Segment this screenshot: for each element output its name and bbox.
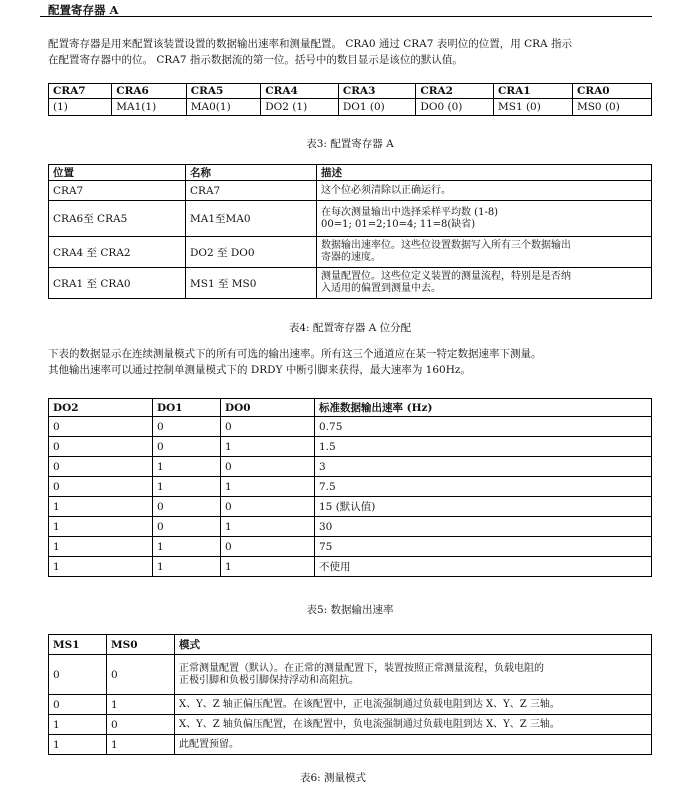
- table5-cell: 1: [49, 517, 153, 537]
- middle-line-1: 下表的数据显示在连续测量模式下的所有可选的输出速率。所有这三个通道应在某一特定数据速率下测量。: [48, 348, 542, 360]
- table3-cell: MA0(1): [186, 99, 260, 116]
- table6-ms1: 0: [49, 655, 107, 695]
- table4-position: CRA4 至 CRA2: [49, 237, 186, 268]
- table4-header: 描述: [317, 165, 652, 181]
- table3-cell: DO0 (0): [416, 99, 494, 116]
- table5-cell: 0: [153, 417, 221, 437]
- table5-cell: 1: [221, 557, 315, 577]
- table5-caption: 表5: 数据输出速率: [306, 604, 394, 616]
- table-config-register-a: [48, 83, 652, 116]
- table4-name: DO2 至 DO0: [186, 237, 317, 268]
- table5-cell: 15 (默认值): [315, 497, 652, 517]
- output-rate-paragraph: [48, 346, 658, 378]
- table6-mode: X、Y、Z 轴负偏压配置，在该配置中，负电流强制通过负载电阻到达 X、Y、Z 三轴。: [175, 715, 652, 735]
- table4-row: [49, 268, 652, 299]
- table3-header: CRA1: [494, 84, 573, 99]
- table3-header: CRA2: [416, 84, 494, 99]
- table4-caption: 表4: 配置寄存器 A 位分配: [288, 322, 412, 334]
- table4-row: [49, 201, 652, 237]
- table4-name: CRA7: [186, 181, 317, 201]
- table-measurement-mode: [48, 634, 652, 755]
- table6-header-row: [49, 635, 652, 655]
- table6-mode: X、Y、Z 轴正偏压配置。在该配置中，正电流强制通过负载电阻到达 X、Y、Z 三轴。: [175, 695, 652, 715]
- table5-cell: 30: [315, 517, 652, 537]
- table5-row: [49, 457, 652, 477]
- table4-description: 数据输出速率位。这些位设置数据写入所有三个数据输出 寄器的速度。: [317, 237, 652, 268]
- table4-name: MA1至MA0: [186, 201, 317, 237]
- table3-header: CRA4: [261, 84, 339, 99]
- table4-name: MS1 至 MS0: [186, 268, 317, 299]
- table6-ms1: 1: [49, 715, 107, 735]
- table3-value-row: [49, 99, 652, 116]
- table5-cell: 1: [153, 537, 221, 557]
- table6-header: MS1: [49, 635, 107, 655]
- table5-cell: 3: [315, 457, 652, 477]
- table5-cell: 1: [49, 537, 153, 557]
- table5-cell: 1.5: [315, 437, 652, 457]
- table5-cell: 0: [221, 497, 315, 517]
- table5-cell: 0: [49, 437, 153, 457]
- table-output-rate: [48, 398, 652, 577]
- table3-cell: (1): [49, 99, 112, 116]
- table5-row: [49, 477, 652, 497]
- table5-cell: 1: [153, 457, 221, 477]
- table5-cell: 0: [153, 517, 221, 537]
- table5-cell: 1: [49, 557, 153, 577]
- intro-line-1: 配置寄存器是用来配置该装置设置的数据输出速率和测量配置。 CRA0 通过 CRA7 表明位的位置，用 CRA 指示: [48, 38, 572, 50]
- table4-row: [49, 181, 652, 201]
- table5-cell: 1: [153, 557, 221, 577]
- table5-cell: 75: [315, 537, 652, 557]
- title-rule: [40, 16, 652, 17]
- table5-header: DO2: [49, 399, 153, 417]
- table6-ms0: 0: [107, 715, 175, 735]
- table6-ms1: 0: [49, 695, 107, 715]
- middle-line-2: 其他输出速率可以通过控制单测量模式下的 DRDY 中断引脚来获得，最大速率为 160Hz。: [48, 364, 471, 376]
- table5-header: DO1: [153, 399, 221, 417]
- table6-row: [49, 715, 652, 735]
- table5-cell: 1: [221, 517, 315, 537]
- table5-cell: 1: [221, 437, 315, 457]
- table4-header-row: [49, 165, 652, 181]
- table3-header: CRA0: [572, 84, 651, 99]
- table3-header-row: [49, 84, 652, 99]
- table5-cell: 0: [221, 417, 315, 437]
- table4-position: CRA6至 CRA5: [49, 201, 186, 237]
- table5-cell: 0: [221, 457, 315, 477]
- table3-header: CRA5: [186, 84, 260, 99]
- table-bit-assignment: [48, 164, 652, 299]
- table5-header: DO0: [221, 399, 315, 417]
- table4-position: CRA1 至 CRA0: [49, 268, 186, 299]
- table5-row: [49, 437, 652, 457]
- table5-cell: 0: [49, 417, 153, 437]
- table5-row: [49, 497, 652, 517]
- table4-position: CRA7: [49, 181, 186, 201]
- table6-mode: 此配置预留。: [175, 735, 652, 755]
- table4-description: 测量配置位。这些位定义装置的测量流程，特别是是否纳 入适用的偏置到测量中去。: [317, 268, 652, 299]
- table3-cell: MA1(1): [112, 99, 186, 116]
- table5-cell: 0: [153, 497, 221, 517]
- table5-cell: 0: [49, 457, 153, 477]
- table6-ms1: 1: [49, 735, 107, 755]
- table5-cell: 0.75: [315, 417, 652, 437]
- table5-row: [49, 517, 652, 537]
- table4-description: 在每次测量输出中选择采样平均数 (1-8) 00=1; 01=2;10=4; 11=8(缺省): [317, 201, 652, 237]
- table5-row: [49, 557, 652, 577]
- table5-row: [49, 537, 652, 557]
- table3-cell: MS0 (0): [572, 99, 651, 116]
- table6-ms0: 1: [107, 735, 175, 755]
- table5-cell: 1: [49, 497, 153, 517]
- table3-caption: 表3: 配置寄存器 A: [306, 138, 394, 150]
- table5-cell: 0: [221, 537, 315, 557]
- table3-cell: DO2 (1): [261, 99, 339, 116]
- table5-cell: 不使用: [315, 557, 652, 577]
- intro-paragraph: [48, 36, 658, 68]
- table5-cell: 7.5: [315, 477, 652, 497]
- table6-caption: 表6: 测量模式: [299, 772, 367, 784]
- table5-cell: 0: [153, 437, 221, 457]
- table5-row: [49, 417, 652, 437]
- table6-ms0: 1: [107, 695, 175, 715]
- table5-cell: 0: [49, 477, 153, 497]
- table4-row: [49, 237, 652, 268]
- intro-line-2: 在配置寄存器中的位。 CRA7 指示数据流的第一位。括号中的数目显示是该位的默认值。: [48, 54, 463, 66]
- table4-header: 位置: [49, 165, 186, 181]
- table6-row: [49, 655, 652, 695]
- table5-header: 标准数据输出速率 (Hz): [315, 399, 652, 417]
- table3-header: CRA3: [338, 84, 416, 99]
- table6-header: 模式: [175, 635, 652, 655]
- section-title: 配置寄存器 A: [48, 3, 119, 17]
- table6-row: [49, 735, 652, 755]
- table3-header: CRA6: [112, 84, 186, 99]
- table4-header: 名称: [186, 165, 317, 181]
- table6-header: MS0: [107, 635, 175, 655]
- table3-cell: MS1 (0): [494, 99, 573, 116]
- table6-mode: 正常测量配置（默认）。在正常的测量配置下，装置按照正常测量流程，负载电阻的 正极引脚和负极引脚保持浮动和高阻抗。: [175, 655, 652, 695]
- table5-cell: 1: [153, 477, 221, 497]
- table3-header: CRA7: [49, 84, 112, 99]
- table5-header-row: [49, 399, 652, 417]
- table4-description: 这个位必须清除以正确运行。: [317, 181, 652, 201]
- table6-row: [49, 695, 652, 715]
- table3-cell: DO1 (0): [338, 99, 416, 116]
- table6-ms0: 0: [107, 655, 175, 695]
- table5-cell: 1: [221, 477, 315, 497]
